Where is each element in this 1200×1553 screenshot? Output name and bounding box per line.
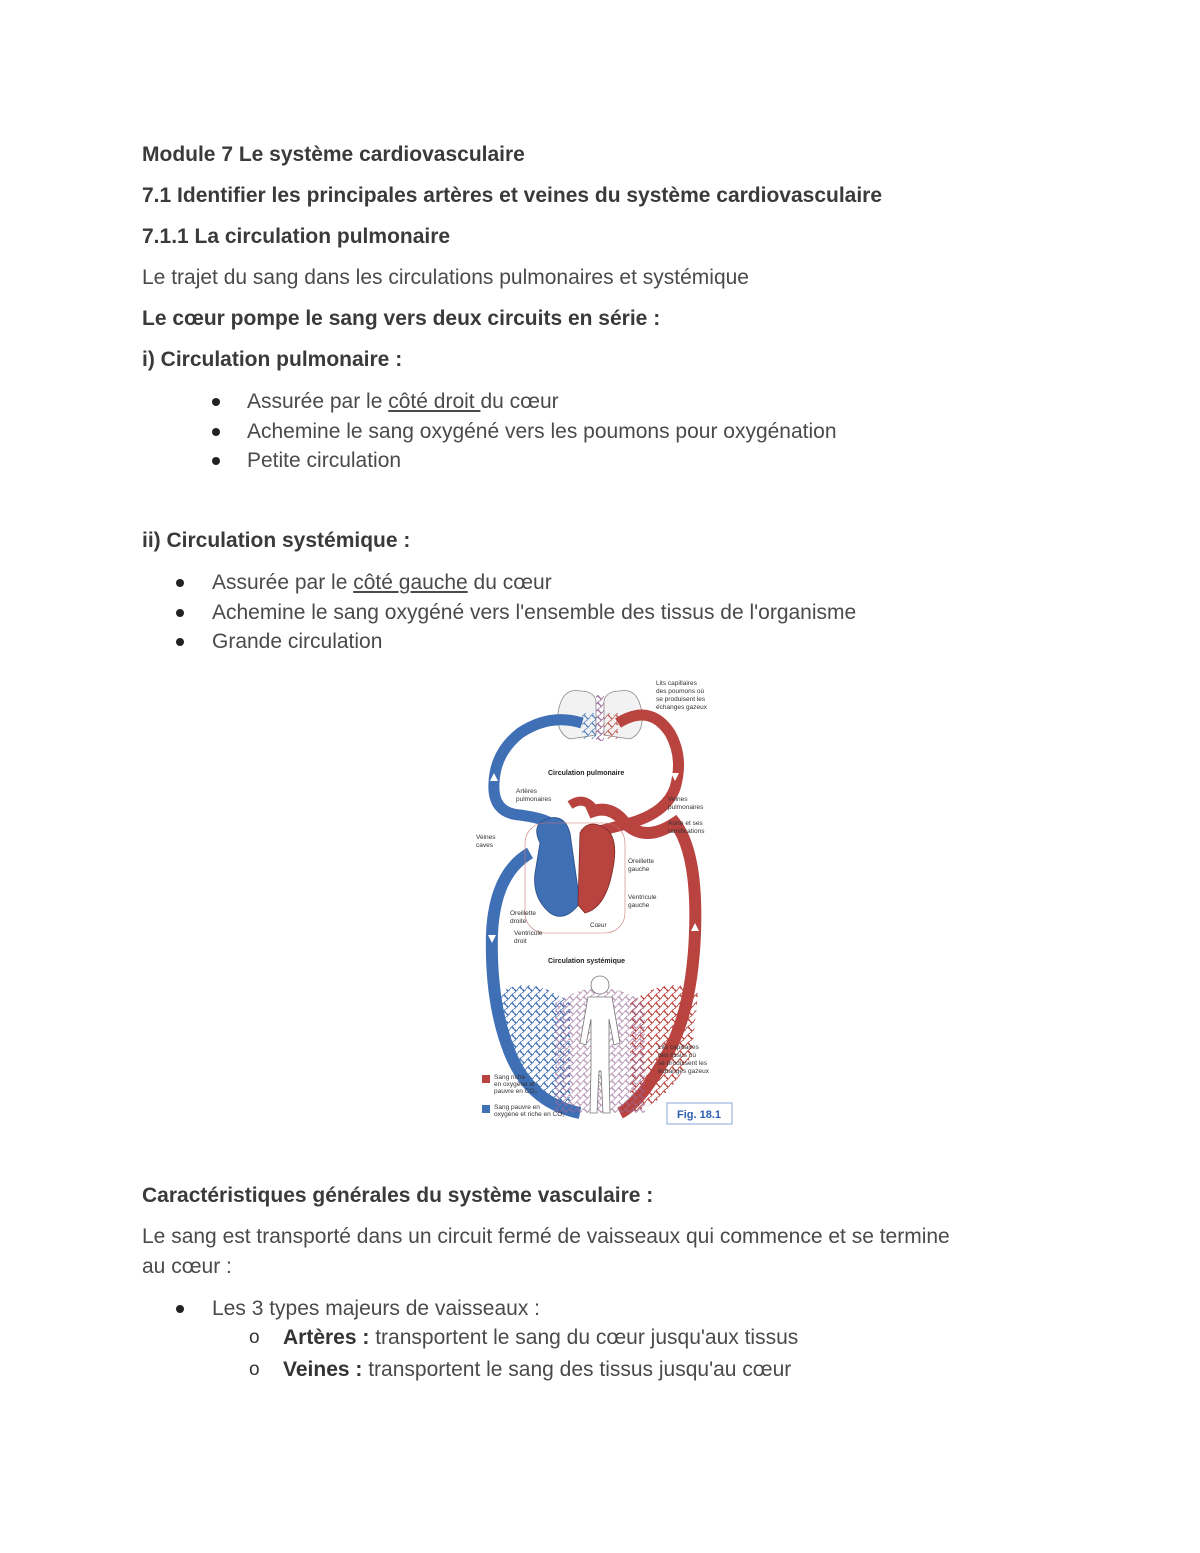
svg-text:Ventricule: Ventricule xyxy=(514,930,543,937)
characteristics-paragraph-line1: Le sang est transporté dans un circuit fermé de vaisseaux qui commence et se termine xyxy=(142,1225,950,1248)
section-heading: 7.1 Identifier les principales artères et veines du système cardiovasculaire xyxy=(142,184,883,207)
svg-text:Sang riche: Sang riche xyxy=(494,1074,526,1081)
svg-text:droite: droite xyxy=(510,918,527,925)
svg-text:des tissus où: des tissus où xyxy=(658,1052,696,1059)
svg-text:Circulation systémique: Circulation systémique xyxy=(548,958,626,965)
svg-text:pulmonaires: pulmonaires xyxy=(668,804,704,811)
svg-text:échanges gazeux: échanges gazeux xyxy=(656,704,707,711)
svg-text:ramifications: ramifications xyxy=(668,828,705,835)
svg-text:des poumons où: des poumons où xyxy=(656,688,705,695)
systemic-list xyxy=(212,568,856,657)
svg-text:Artères: Artères xyxy=(516,788,537,795)
svg-text:Sang pauvre en: Sang pauvre en xyxy=(494,1104,540,1111)
svg-text:gauche: gauche xyxy=(628,866,650,873)
module-title: Module 7 Le système cardiovasculaire xyxy=(142,143,525,166)
svg-text:Oreillette: Oreillette xyxy=(628,858,655,865)
svg-text:caves: caves xyxy=(476,842,493,849)
vessel-types-list xyxy=(212,1294,540,1324)
list-item: Assurée par le côté gauche du cœur xyxy=(212,568,856,598)
svg-text:échanges gazeux: échanges gazeux xyxy=(658,1068,709,1075)
lead-heading: Le cœur pompe le sang vers deux circuits en série : xyxy=(142,307,661,330)
svg-text:se produisent les: se produisent les xyxy=(656,696,706,703)
intro-paragraph: Le trajet du sang dans les circulations pulmonaires et systémique xyxy=(142,266,749,289)
pulmonary-list xyxy=(247,387,837,476)
list-item: o Veines : transportent le sang des tissus jusqu'au cœur xyxy=(249,1358,792,1381)
list-item: Les 3 types majeurs de vaisseaux : xyxy=(212,1294,540,1324)
characteristics-heading: Caractéristiques générales du système vasculaire : xyxy=(142,1184,654,1207)
figure-number-label: Fig. 18.1 xyxy=(676,1109,722,1121)
svg-text:droit: droit xyxy=(514,938,527,945)
list-item: Assurée par le côté droit du cœur xyxy=(247,387,837,417)
svg-text:gauche: gauche xyxy=(628,902,650,909)
vessel-subtypes-list xyxy=(249,1322,799,1386)
circulation-diagram xyxy=(470,673,740,1128)
svg-text:Circulation pulmonaire: Circulation pulmonaire xyxy=(548,770,625,777)
systemic-heading: ii) Circulation systémique : xyxy=(142,529,411,552)
svg-text:se produisent les: se produisent les xyxy=(658,1060,708,1067)
list-item: Petite circulation xyxy=(247,446,837,476)
svg-text:oxygène et riche en CO₂: oxygène et riche en CO₂ xyxy=(494,1111,565,1118)
svg-text:Aorte et ses: Aorte et ses xyxy=(668,820,703,827)
svg-text:Lits capillaires: Lits capillaires xyxy=(658,1044,699,1051)
svg-text:Lits capillaires: Lits capillaires xyxy=(656,680,697,687)
subsection-heading: 7.1.1 La circulation pulmonaire xyxy=(142,225,451,248)
svg-text:pauvre en CO₂: pauvre en CO₂ xyxy=(494,1088,537,1095)
characteristics-paragraph-line2: au cœur : xyxy=(142,1255,232,1278)
svg-text:Cœur: Cœur xyxy=(590,922,607,929)
svg-text:en oxygène et: en oxygène et xyxy=(494,1081,535,1088)
svg-text:Veines: Veines xyxy=(668,796,688,803)
list-item: o Artères : transportent le sang du cœur jusqu'aux tissus xyxy=(249,1326,799,1349)
svg-text:Oreillette: Oreillette xyxy=(510,910,537,917)
list-item: Grande circulation xyxy=(212,627,856,657)
svg-text:Veines: Veines xyxy=(476,834,496,841)
list-item: Achemine le sang oxygéné vers l'ensemble des tissus de l'organisme xyxy=(212,598,856,628)
svg-text:Ventricule: Ventricule xyxy=(628,894,657,901)
pulmonary-heading: i) Circulation pulmonaire : xyxy=(142,348,403,371)
svg-text:pulmonaires: pulmonaires xyxy=(516,796,552,803)
list-item: Achemine le sang oxygéné vers les poumons pour oxygénation xyxy=(247,417,837,447)
